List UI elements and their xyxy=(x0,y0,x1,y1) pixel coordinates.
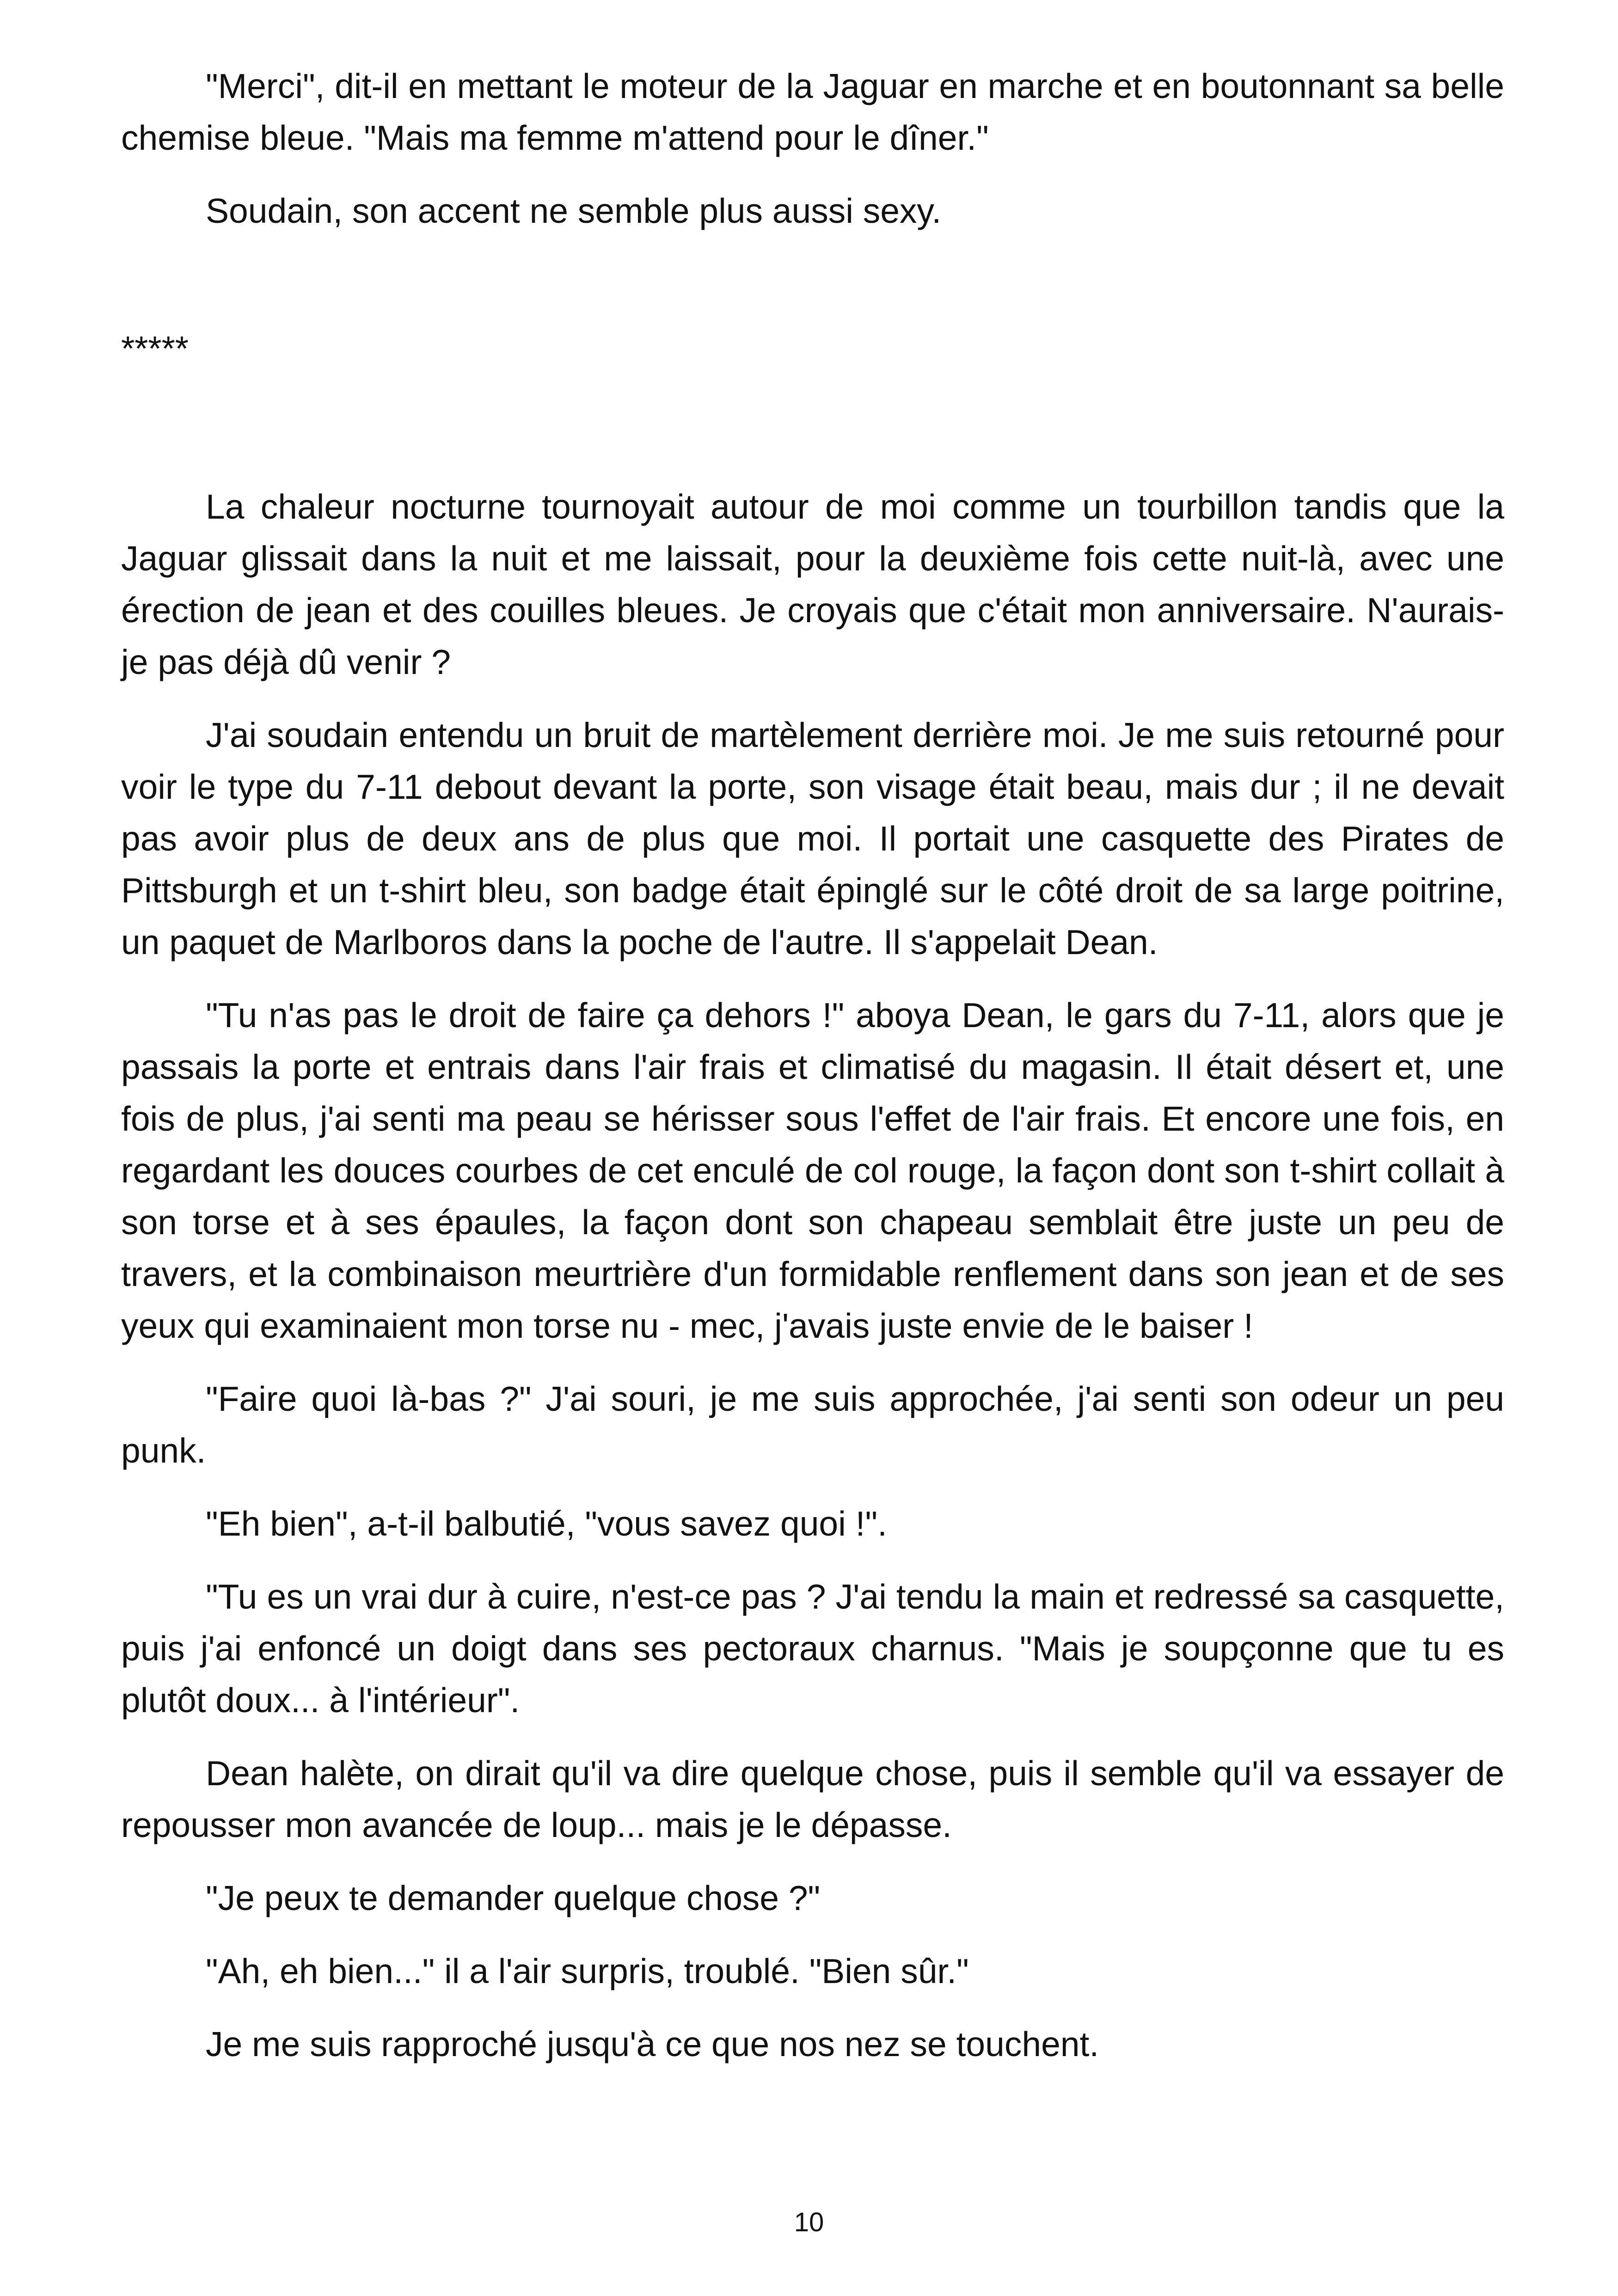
paragraph: Je me suis rapproché jusqu'à ce que nos nez se touchent. xyxy=(206,2025,1099,2063)
paragraph: J'ai soudain entendu un bruit de martèlement derrière moi. Je me suis retourné pour voir le type du 7-11 debout devant la porte, son visage était beau, mais dur ; il ne devait pas avoir plus de deux ans de plus que moi. Il portait une casquette des Pirates de Pittsburgh et un t-shirt bleu, son badge était épinglé sur le côté droit de sa large poitrine, un paquet de Marlboros dans la poche de l'autre. Il s'appelait Dean. xyxy=(121,716,1504,961)
paragraph: "Ah, eh bien..." il a l'air surpris, troublé. "Bien sûr." xyxy=(206,1952,969,1990)
paragraph: "Eh bien", a-t-il balbutié, "vous savez quoi !". xyxy=(206,1504,887,1543)
paragraph: Soudain, son accent ne semble plus aussi sexy. xyxy=(206,191,942,230)
section-gap xyxy=(121,258,1504,323)
paragraph: "Je peux te demander quelque chose ?" xyxy=(206,1879,821,1917)
paragraph: "Tu es un vrai dur à cuire, n'est-ce pas ? J'ai tendu la main et redressé sa casquette, puis j'ai enfoncé un doigt dans ses pectoraux charnus. "Mais je soupçonne que tu es plutôt doux... à l'intérieur". xyxy=(121,1577,1504,1720)
paragraph: "Merci", dit-il en mettant le moteur de la Jaguar en marche et en boutonnant sa belle chemise bleue. "Mais ma femme m'attend pour le dîner." xyxy=(121,67,1504,157)
paragraph: "Faire quoi là-bas ?" J'ai souri, je me suis approchée, j'ai senti son odeur un peu punk. xyxy=(121,1379,1504,1470)
page-number: 10 xyxy=(794,2207,824,2237)
page-body xyxy=(121,60,1504,2091)
paragraph: "Tu n'as pas le droit de faire ça dehors !" aboya Dean, le gars du 7-11, alors que je passais la porte et entrais dans l'air frais et climatisé du magasin. Il était désert et, une fois de plus, j'ai senti ma peau se hérisser sous l'effet de l'air frais. Et encore une fois, en regardant les douces courbes de cet enculé de col rouge, la façon dont son t-shirt collait à son torse et à ses épaules, la façon dont son chapeau semblait être juste un peu de travers, et la combinaison meurtrière d'un formidable renflement dans son jean et de ses yeux qui examinaient mon torse nu - mec, j'avais juste envie de le baiser ! xyxy=(121,996,1504,1345)
section-separator: ***** xyxy=(121,329,189,368)
section-gap xyxy=(121,374,1504,481)
paragraph: La chaleur nocturne tournoyait autour de moi comme un tourbillon tandis que la Jaguar glissait dans la nuit et me laissait, pour la deuxième fois cette nuit-là, avec une érection de jean et des couilles bleues. Je croyais que c'était mon anniversaire. N'aurais-je pas déjà dû venir ? xyxy=(121,487,1504,681)
paragraph: Dean halète, on dirait qu'il va dire quelque chose, puis il semble qu'il va essayer de repousser mon avancée de loup... mais je le dépasse. xyxy=(121,1754,1504,1844)
